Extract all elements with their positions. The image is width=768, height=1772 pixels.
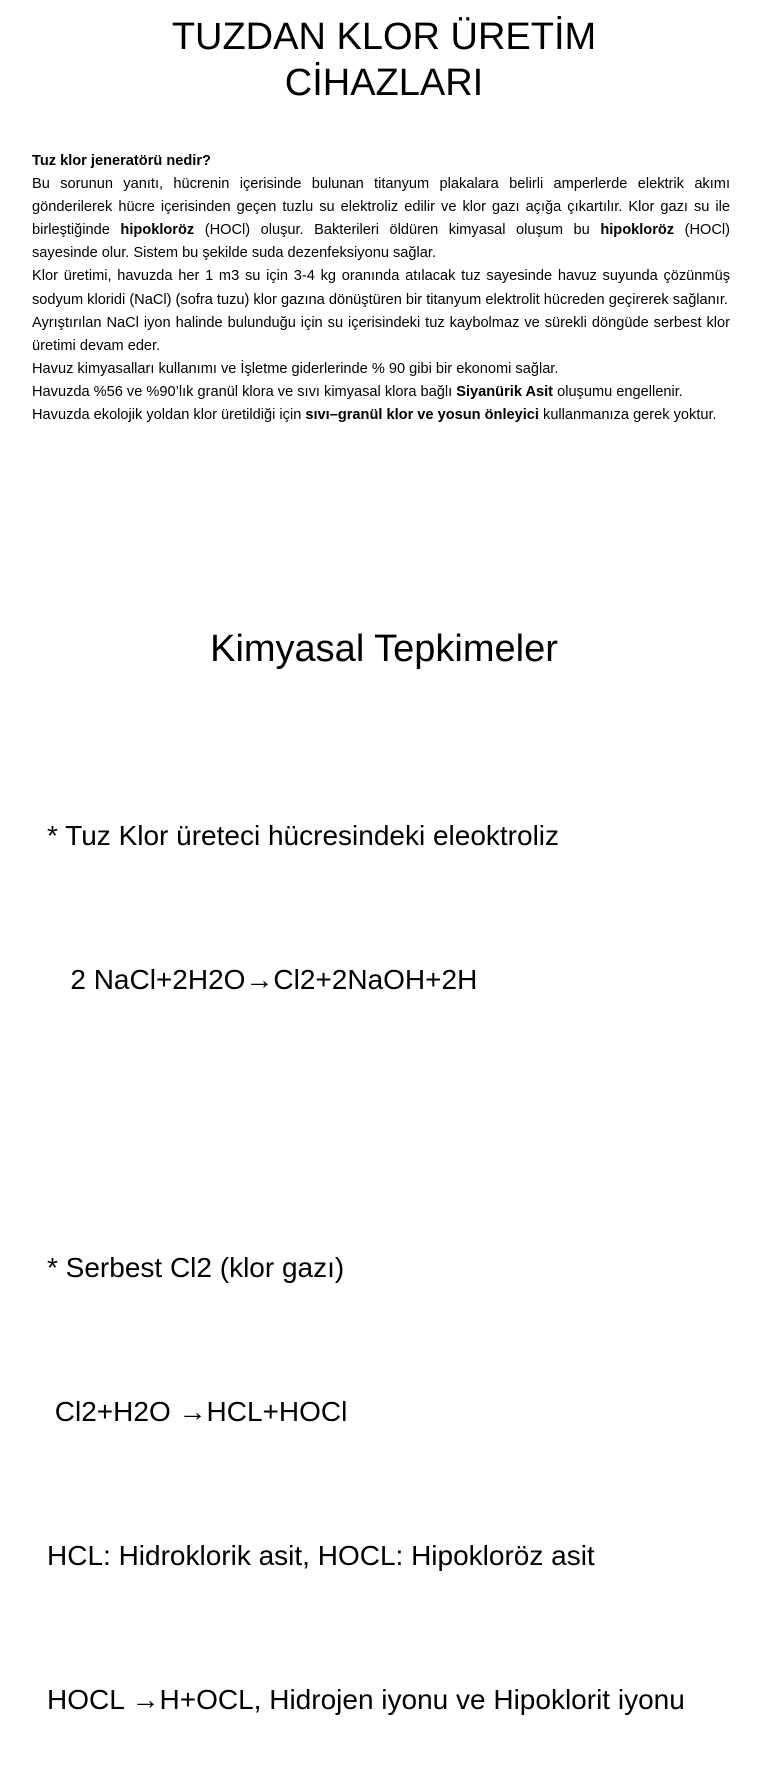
page-title-line-1: TUZDAN KLOR ÜRETİM [171,16,597,58]
hipokloroz-term: hipokloröz [600,222,675,239]
reaction-line: HCL: Hidroklorik asit, HOCL: Hipokloröz asit [47,1540,595,1571]
page-title [0,14,768,106]
intro-paragraph-3: Ayrıştırılan NaCl iyon halinde bulunduğu için su içerisindeki tuz kaybolmaz ve sürekli döngüde serbest klor üretimi devam eder. [32,314,730,354]
reaction-line: * Serbest Cl2 (klor gazı) [47,1252,345,1283]
reaction-line: 2 NaCl+2H2O→Cl2+2NaOH+2H [47,964,478,995]
reaction-line: HOCL →H+OCL, Hidrojen iyonu ve Hipoklorit iyonu [47,1684,685,1715]
reaction-line: Cl2+H2O →HCL+HOCl [47,1396,348,1427]
reaction-line: * Tuz Klor üreteci hücresindeki eleoktroliz [47,820,560,851]
section-title: Kimyasal Tepkimeler [210,628,558,670]
intro-paragraph-1: Bu sorunun yanıtı, hücrenin içerisinde bulunan titanyum plakalara belirli amperlerde elektrik akımı gönderilerek hücre içerisinden geçen tuzlu su elektroliz edilir ve klor gazı açığa çıkartılır. Klor gazı su ile birleştiğinde hipokloröz (HOCl) oluşur. Bakterileri öldüren kimyasal oluşum bu hipokloröz (HOCl) sayesinde olur. Sistem bu şekilde suda dezenfeksiyonu sağlar. [32,176,731,262]
reaction-line [47,1100,768,1148]
siyanurik-asit-term: Siyanürik Asit [456,383,554,400]
intro-paragraph-5: Havuzda %56 ve %90’lık granül klora ve sıvı kimyasal klora bağlı Siyanürik Asit oluşumu engellenir. [32,383,683,400]
page-title-line-2: CİHAZLARI [284,62,484,104]
intro-paragraph-6: Havuzda ekolojik yoldan klor üretildiği için sıvı–granül klor ve yosun önleyici kullanmanıza gerek yoktur. [32,407,717,424]
intro-heading: Tuz klor jeneratörü nedir? [32,153,211,169]
intro-paragraph-4: Havuz kimyasalları kullanımı ve İşletme giderlerinde % 90 gibi bir ekonomi sağlar. [32,360,559,377]
intro-text-block [32,150,730,427]
intro-paragraph-2: Klor üretimi, havuzda her 1 m3 su için 3-4 kg oranında atılacak tuz sayesinde havuz suyunda çözünmüş sodyum kloridi (NaCl) (sofra tuzu) klor gazına dönüştüren bir titanyum elektrolit hücreden geçirerek sağlanır. [32,268,730,308]
hipokloroz-term: hipokloröz [120,222,195,239]
reaction-list [47,716,768,1772]
chemicals-term: sıvı–granül klor ve yosun önleyici [305,407,539,424]
